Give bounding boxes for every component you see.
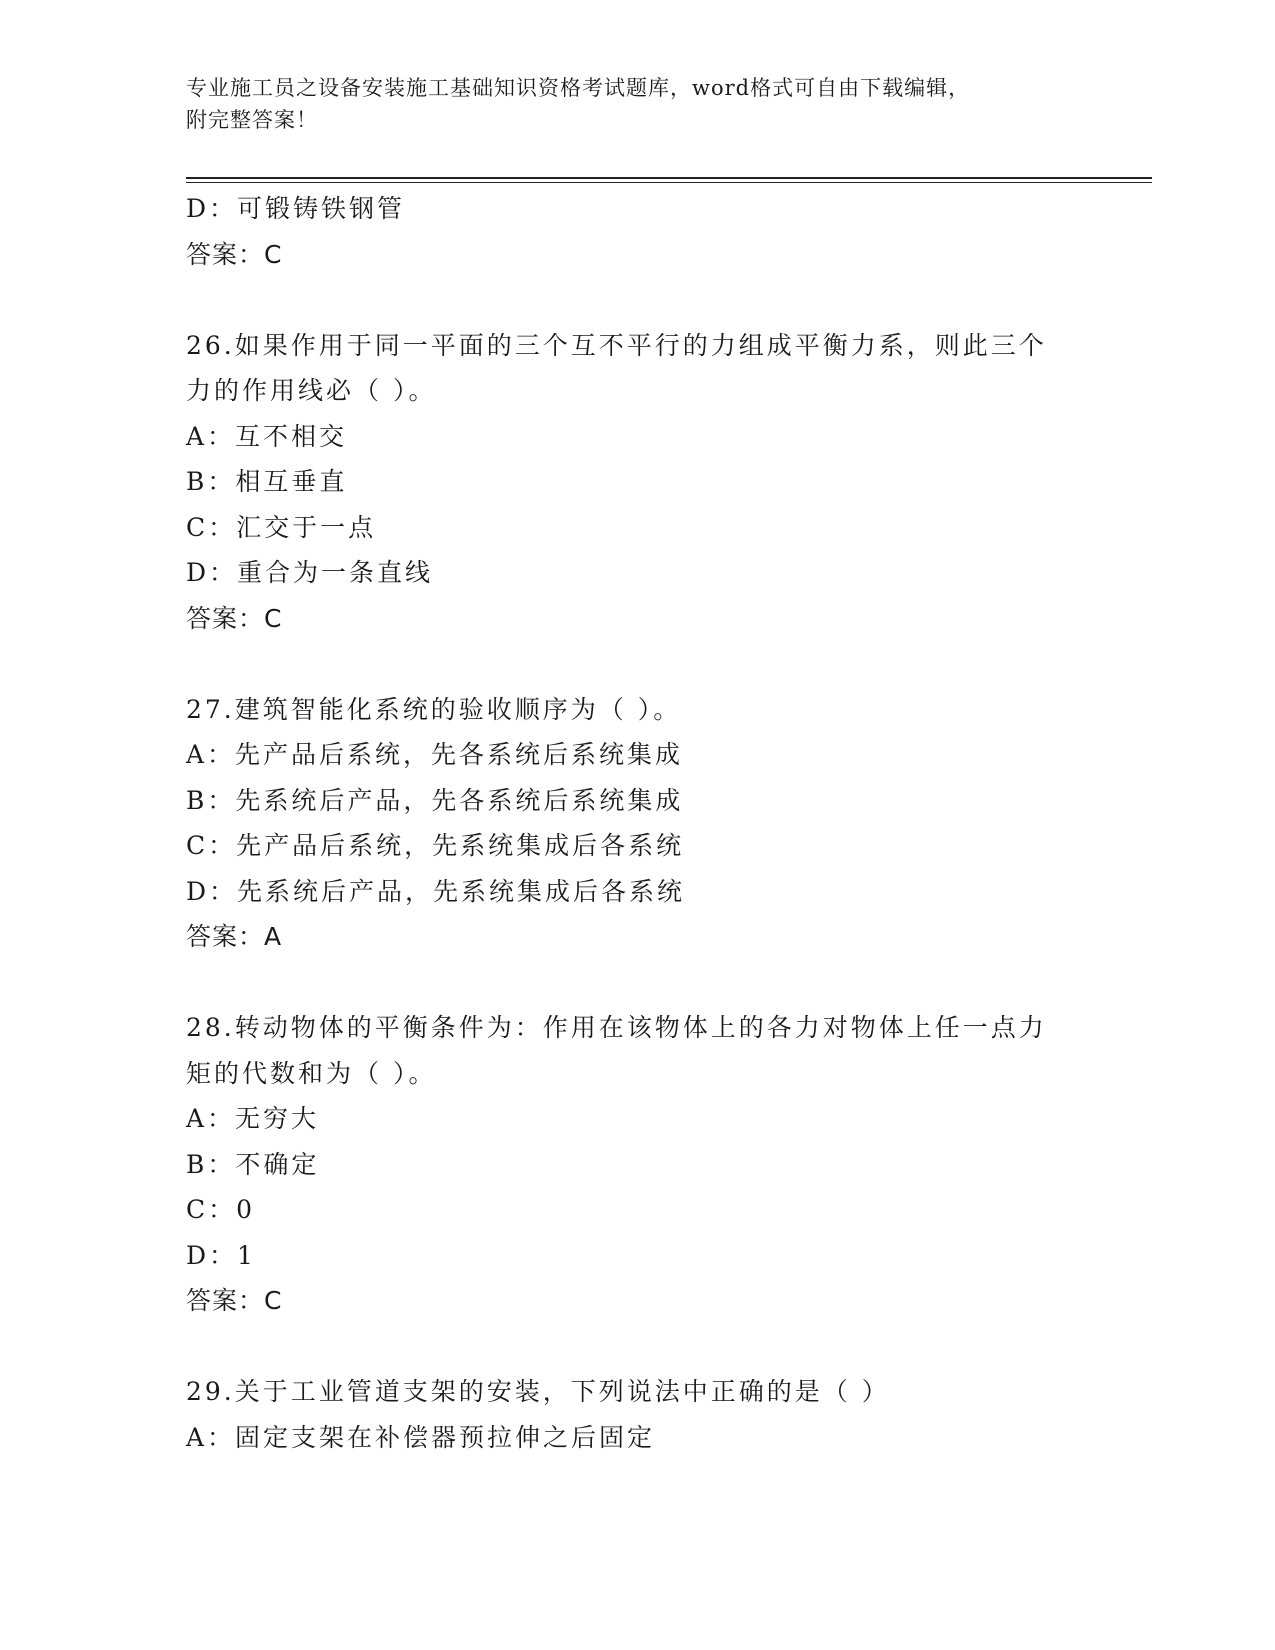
spacer (186, 960, 1086, 1006)
option-d: D：可锻铸铁钢管 (186, 194, 406, 223)
header-divider-thick (186, 177, 1152, 179)
option-a: A：先产品后系统，先各系统后系统集成 (186, 740, 684, 769)
answer-line: 答案：C (186, 1286, 283, 1315)
question-stem-continued: 力的作用线必（ ）。 (186, 376, 437, 405)
option-c: C：0 (186, 1195, 256, 1224)
page-header (186, 72, 1086, 136)
question-27 (186, 687, 1086, 960)
header-divider-thin (186, 182, 1152, 183)
option-a: A：无穷大 (186, 1104, 320, 1133)
question-28 (186, 1005, 1086, 1324)
header-line-1: 专业施工员之设备安装施工基础知识资格考试题库，word格式可自由下载编辑， (186, 76, 971, 100)
spacer (186, 277, 1086, 323)
answer-line: 答案：C (186, 239, 283, 269)
question-stem: 27.建筑智能化系统的验收顺序为（ ）。 (186, 694, 682, 724)
option-b: B：不确定 (186, 1149, 320, 1179)
option-a: A：互不相交 (186, 421, 348, 451)
spacer (186, 641, 1086, 687)
carryover-block (186, 186, 1086, 277)
option-a: A：固定支架在补偿器预拉伸之后固定 (186, 1422, 656, 1452)
question-stem: 29.关于工业管道支架的安装，下列说法中正确的是（ ） (186, 1377, 890, 1406)
option-c: C：汇交于一点 (186, 512, 377, 542)
question-26 (186, 323, 1086, 642)
document-body (186, 186, 1086, 1460)
header-line-2: 附完整答案！ (186, 108, 318, 132)
option-b: B：相互垂直 (186, 467, 348, 496)
question-stem: 26.如果作用于同一平面的三个互不平行的力组成平衡力系，则此三个 (186, 330, 1047, 360)
spacer (186, 1324, 1086, 1370)
option-d: D：1 (186, 1240, 256, 1270)
option-d: D：先系统后产品，先系统集成后各系统 (186, 876, 686, 906)
question-stem: 28.转动物体的平衡条件为：作用在该物体上的各力对物体上任一点力 (186, 1013, 1047, 1042)
question-stem-continued: 矩的代数和为（ ）。 (186, 1058, 437, 1088)
question-29 (186, 1369, 1086, 1460)
answer-line: 答案：A (186, 922, 283, 951)
option-b: B：先系统后产品，先各系统后系统集成 (186, 785, 684, 815)
option-d: D：重合为一条直线 (186, 558, 434, 587)
answer-line: 答案：C (186, 603, 283, 633)
option-c: C：先产品后系统，先系统集成后各系统 (186, 831, 685, 860)
